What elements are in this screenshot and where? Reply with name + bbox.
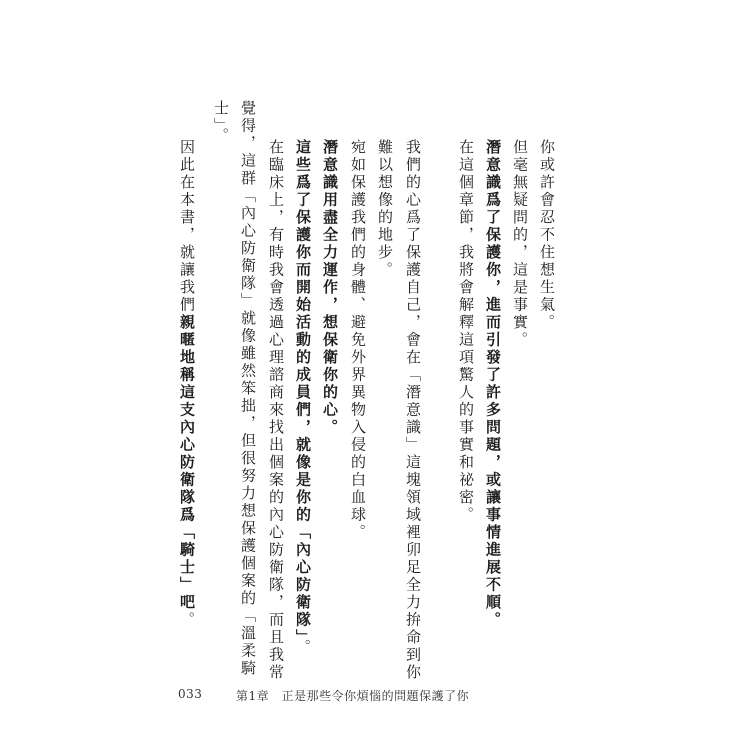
bold-text-segment: 潛意識用盡全力運作，想保衛你的心。 bbox=[321, 139, 339, 437]
page-number: 033 bbox=[178, 687, 203, 701]
bold-text-segment: 親暱地稱這支內心防衛隊爲「騎士」吧 bbox=[178, 314, 196, 612]
text-segment: 士」。 bbox=[212, 100, 230, 145]
text-column-10 bbox=[265, 139, 287, 682]
text-segment: 你或許會忍不住想生氣。 bbox=[538, 139, 556, 332]
text-column-5 bbox=[402, 139, 424, 682]
bold-text-segment: 這些爲了保護你而開始活動的成員們，就像是你的「內心防衛隊」 bbox=[294, 139, 312, 639]
bold-text-segment: 潛意識爲了保護你，進而引發了許多問題，或讓事情進展不順。 bbox=[484, 139, 502, 629]
running-header-chapter: 第1章 正是那些令你煩惱的問題保護了你 bbox=[236, 689, 470, 703]
text-segment: 。 bbox=[178, 611, 196, 629]
text-column-11 bbox=[237, 100, 259, 678]
text-segment: 難以想像的地步。 bbox=[376, 139, 394, 279]
text-column-9 bbox=[292, 139, 314, 657]
text-column-1 bbox=[536, 139, 558, 332]
text-column-3 bbox=[482, 139, 504, 629]
text-segment: 宛如保護我們的身體、避免外界異物入侵的白血球。 bbox=[349, 139, 367, 542]
text-segment: 在這個章節，我將會解釋這項驚人的事實和祕密。 bbox=[457, 139, 475, 524]
text-column-6 bbox=[374, 139, 396, 279]
text-segment: 覺得，這群「內心防衛隊」就像雖然笨拙，但很努力想保護個案的「溫柔騎 bbox=[239, 100, 257, 678]
text-column-2 bbox=[509, 139, 531, 349]
text-segment: 但毫無疑問的，這是事實。 bbox=[511, 139, 529, 349]
text-segment: 我們的心爲了保護自己，會在「潛意識」這塊領域裡卯足全力拚命到你 bbox=[404, 139, 422, 682]
text-segment: 在臨床上，有時我會透過心理諮商來找出個案的內心防衛隊，而且我常 bbox=[267, 139, 285, 682]
text-column-4 bbox=[455, 139, 477, 524]
text-column-12 bbox=[210, 100, 232, 145]
text-column-7 bbox=[347, 139, 369, 542]
text-column-13 bbox=[176, 139, 198, 629]
text-segment: 因此在本書，就讓我們 bbox=[178, 139, 196, 314]
text-segment: 。 bbox=[294, 639, 312, 657]
text-column-8 bbox=[319, 139, 341, 437]
